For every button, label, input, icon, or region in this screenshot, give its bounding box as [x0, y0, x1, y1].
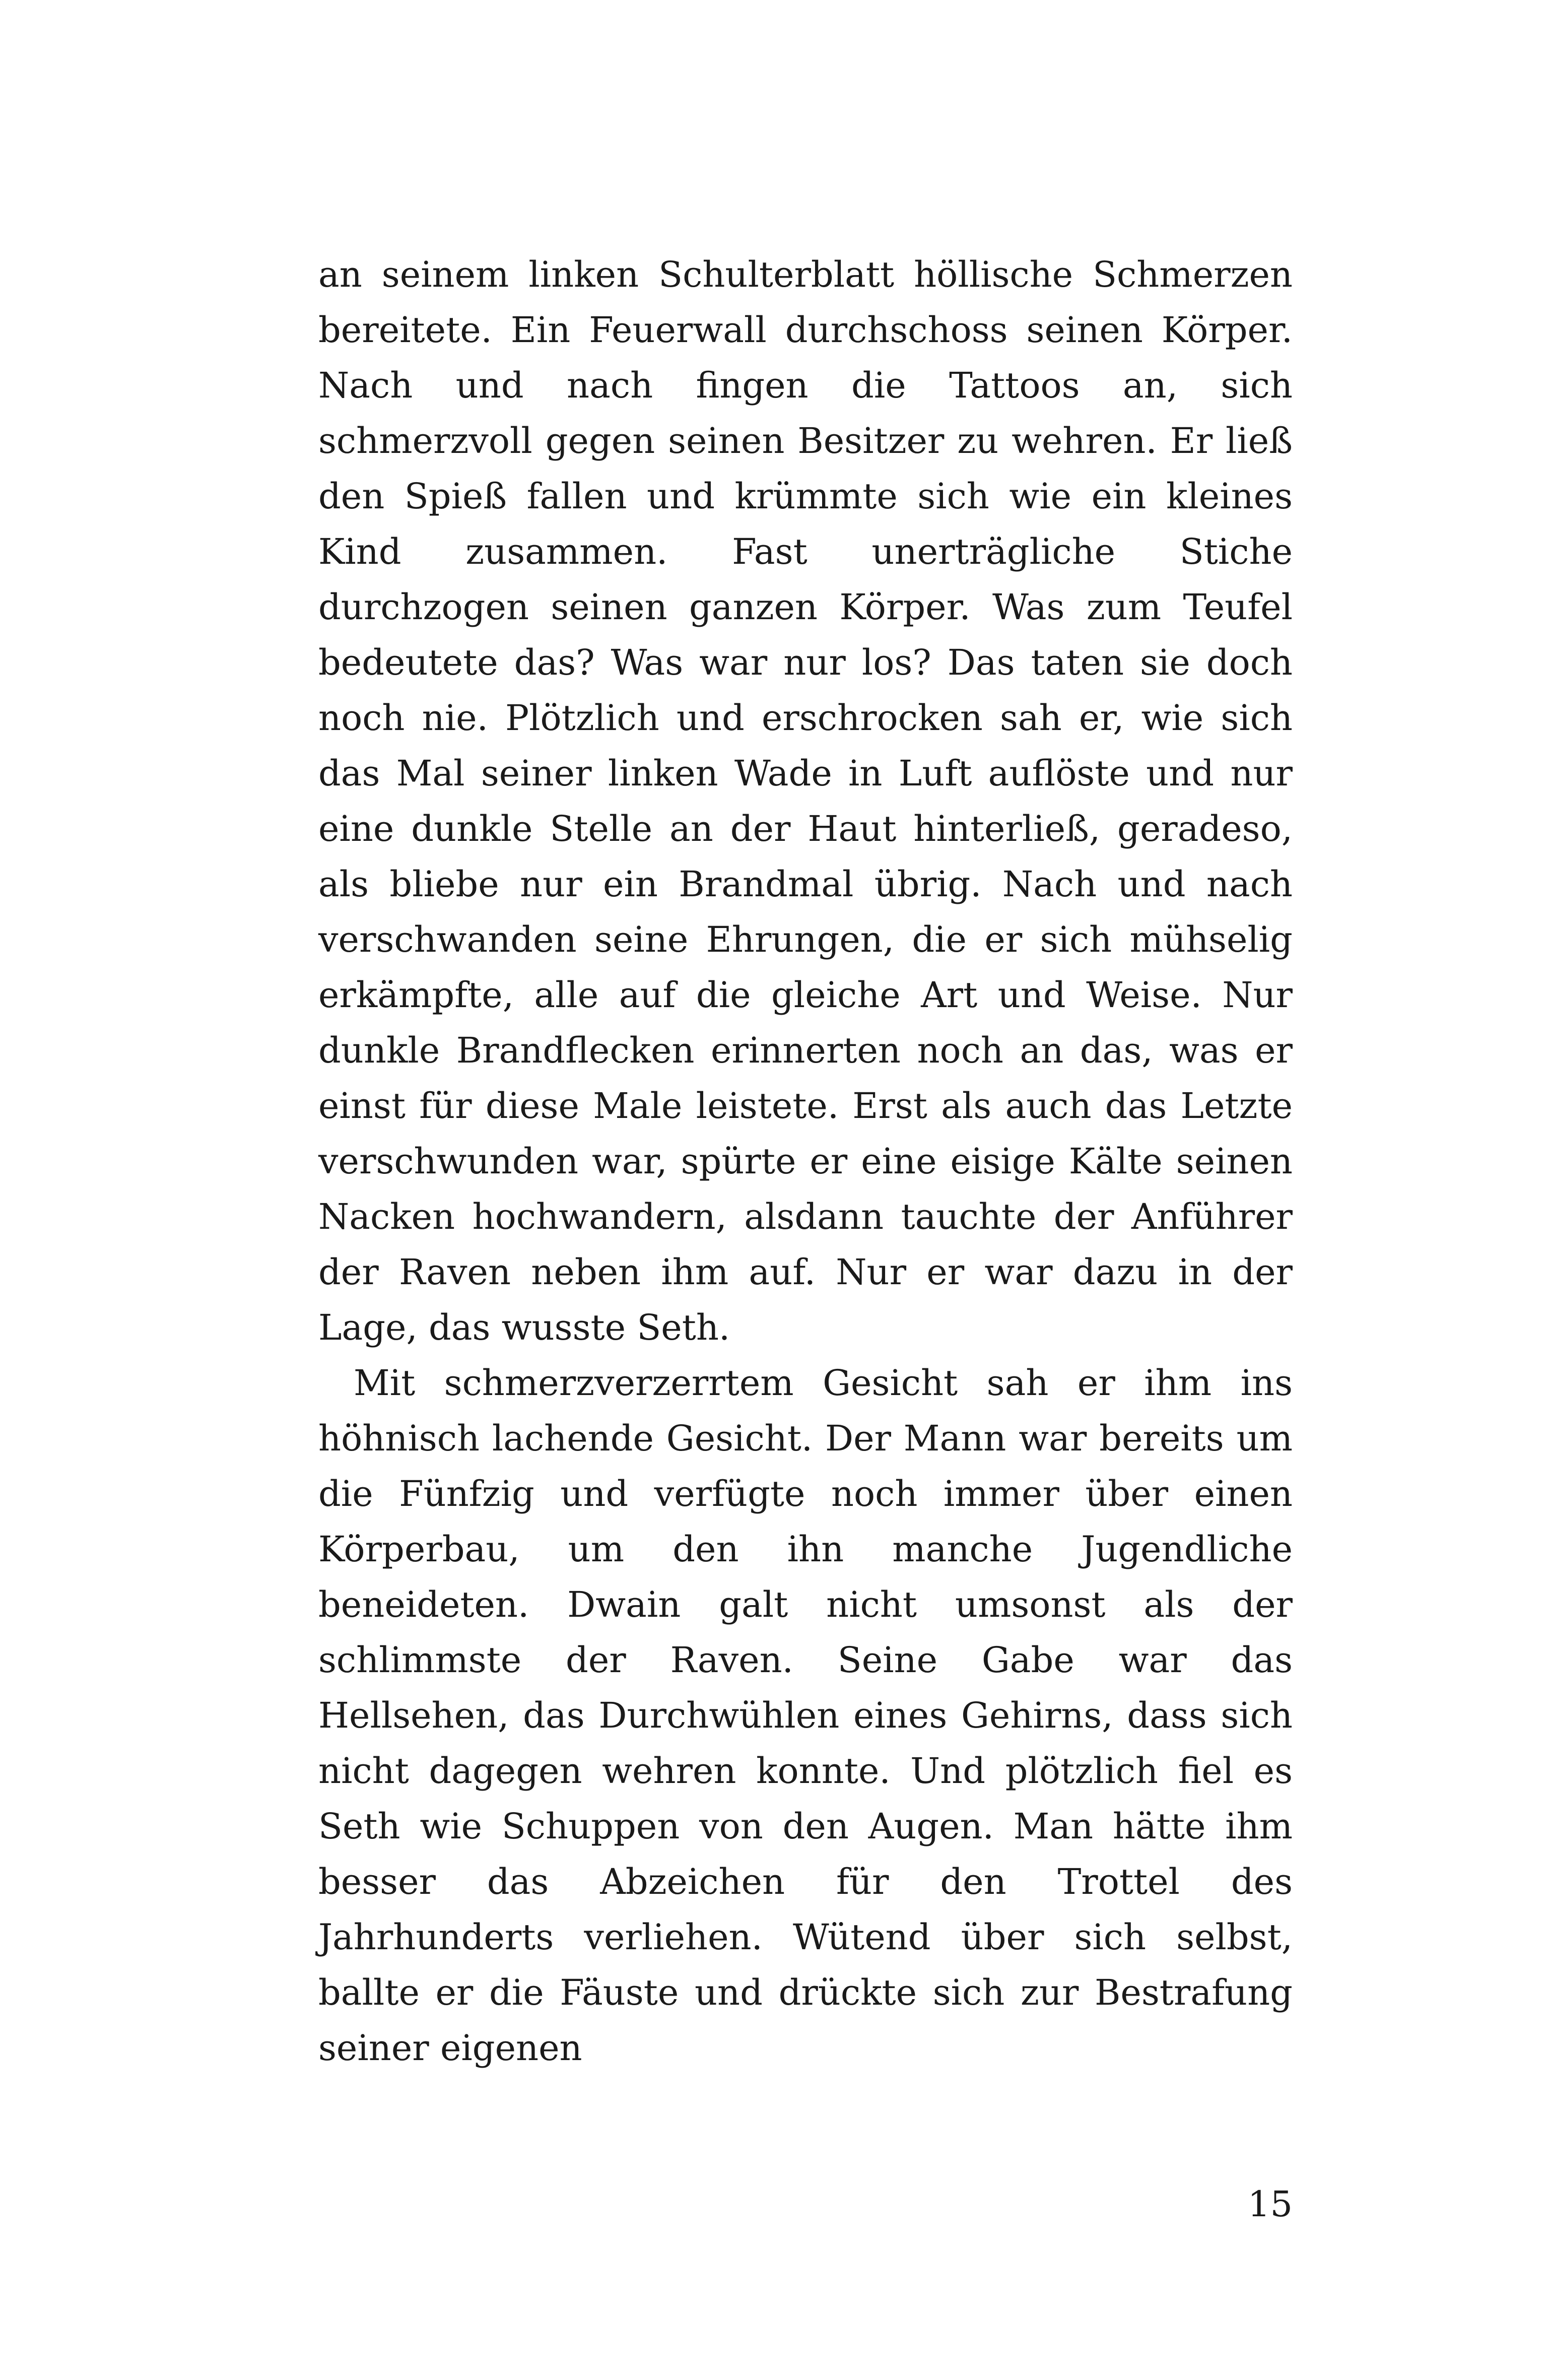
- paragraph-continuation: an seinem linken Schulterblatt höllische Schmerzen bereitete. Ein Feuerwall durchschoss seinen Körper. Nach und nach fingen die Tattoos an, sich schmerzvoll gegen seinen Besitzer zu wehren. Er ließ den Spieß fallen und krümmte sich wie ein kleines Kind zusammen. Fast unerträgliche Stiche durchzogen seinen ganzen Körper. Was zum Teufel bedeutete das? Was war nur los? Das taten sie doch noch nie. Plötzlich und erschrocken sah er, wie sich das Mal seiner linken Wade in Luft auflöste und nur eine dunkle Stelle an der Haut hinterließ, geradeso, als bliebe nur ein Brandmal übrig. Nach und nach verschwanden seine Ehrungen, die er sich mühselig erkämpfte, alle auf die gleiche Art und Weise. Nur dunkle Brandflecken erinnerten noch an das, was er einst für diese Male leistete. Erst als auch das Letzte verschwunden war, spürte er eine eisige Kälte seinen Nacken hochwandern, alsdann tauchte der Anführer der Raven neben ihm auf. Nur er war dazu in der Lage, das wusste Seth.: [318, 254, 1293, 1348]
- page-number: 15: [1247, 2184, 1293, 2225]
- body-text: [318, 247, 1293, 2076]
- paragraph-indented: Mit schmerzverzerrtem Gesicht sah er ihm ins höhnisch lachende Gesicht. Der Mann war bereits um die Fünfzig und verfügte noch immer über einen Körperbau, um den ihn manche Jugendliche beneideten. Dwain galt nicht umsonst als der schlimmste der Raven. Seine Gabe war das Hellsehen, das Durchwühlen eines Gehirns, dass sich nicht dagegen wehren konnte. Und plötzlich fiel es Seth wie Schuppen von den Augen. Man hätte ihm besser das Abzeichen für den Trottel des Jahrhunderts verliehen. Wütend über sich selbst, ballte er die Fäuste und drückte sich zur Bestrafung seiner eigenen: [318, 1362, 1293, 2069]
